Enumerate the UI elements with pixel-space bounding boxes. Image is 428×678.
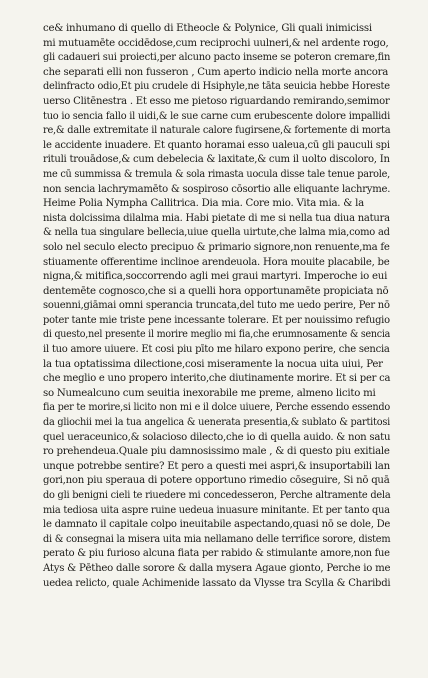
text-line: Heime Polia Nympha Callitrica. Dia mia. Core mio. Vita mia. & la [43, 198, 364, 210]
text-line: poter tante mie triste pene incessante tolerare. Et per nouissimo refugio [43, 314, 390, 326]
text-line: la tua optatissima dilectione,cosi miseramente la nocua uita uiui, Per [43, 358, 383, 370]
text-line: re,& dalle extremitate il naturale calore fugirsene,& fortemente di morta [43, 125, 391, 137]
text-line: stiuamente offerentime inclinoe arendeuola. Hora mouite placabile, be [43, 256, 390, 268]
text-line: delinfracto odio,Et piu crudele di Hsiphyle,ne tāta seuicia hebbe Horeste [43, 81, 390, 93]
text-line: gori,non piu speraua di potere opportuno rimedio cōseguire, Si nō quā [43, 475, 390, 487]
text-line: che separati elli non fusseron , Cum aperto indicio nella morte ancora [43, 66, 389, 78]
text-line: do gli benigni cieli te riuedere mi concedesseron, Perche altramente dela [43, 490, 391, 501]
text-line: ro prehendeua.Quale piu damnosissimo male , & di questo piu exitiale [43, 446, 390, 458]
text-line: solo nel seculo electo precipuo & primario signore,non renuente,ma fe [43, 241, 390, 253]
text-line: ce& inhumano di quello di Etheocle & Polynice, Gli quali inimicissi [43, 23, 372, 34]
text-line: perato & piu furioso alcuna fiata per rabido & stimulante amore,non fue [43, 548, 390, 560]
text-line: nista dolcissima dilalma mia. Habi pietate di me si nella tua diua natura [43, 212, 390, 224]
text-line: so Numealcuno cum seuitia inexorabile me preme, almeno licito mi [43, 387, 376, 399]
text-line: unque potrebbe sentire? Et pero a questi mei aspri,& insuportabili lan [43, 460, 390, 472]
text-line: rituli trouādose,& cum debelecia & laxitate,& cum il uolto discoloro, In [43, 154, 390, 166]
text-line: uerso Clitēnestra . Et esso me pietoso riguardando remirando,semimor [43, 95, 390, 107]
text-line: Atys & Pētheo dalle sorore & dalla mysera Agaue gionto, Perche io me [43, 562, 391, 574]
text-line: non sencia lachrymamēto & sospiroso cōsortio alle eliquante lachryme. [43, 183, 391, 195]
text-line: dentemēte cognosco,che si a quelli hora opportunamēte propiciata nō [43, 285, 389, 297]
text-line: mia tediosa uita aspre ruine uedeua inuasure minitante. Et per tanto qua [43, 504, 390, 516]
text-line: di questo,nel presente il morire meglio mi fia,che erumnosamente & sencia [43, 329, 391, 341]
text-line: le accidente inuadere. Et quanto horamai esso ualeua,cū gli pauculi spi [43, 139, 390, 151]
text-line: nigna,& mitifica,soccorrendo agli mei graui martyri. Imperoche io eui [43, 271, 388, 283]
text-line: di & consegnai la misera uita mia nellamano delle terrifice sorore, distem [43, 533, 391, 545]
text-line: gli cadaueri sui proiecti,per alcuno pacto inseme se poteron cremare,fin [43, 52, 391, 64]
text-line: souenni,giāmai omni sperancia truncata,del tuto me uedo perire, Per nō [43, 300, 390, 312]
text-line: & nella tua singulare bellecia,uiue quella uirtute,che lalma mia,como ad [43, 227, 390, 239]
text-block [43, 22, 390, 591]
text-line: uedea relicto, quale Achimenide lassato da Vlysse tra Scylla & Charibdi [43, 577, 391, 589]
text-line: me cū summissa & tremula & sola rimasta uocula disse tale tenue parole, [43, 168, 391, 180]
text-line: il tuo amore uiuere. Et cosi piu pīto me hilaro expono perire, che sencia [43, 344, 390, 356]
text-line: quel ueraceunico,& solacioso dilecto,che io di quella auido. & non satu [43, 431, 391, 443]
text-line: che meglio e uno propero interito,che diutinamente morire. Et si per ca [43, 373, 391, 385]
text-line: tuo io sencia fallo il uidi,& le sue carne cum erubescente dolore impallidi [43, 110, 391, 122]
text-line: da gliochii mei la tua angelica & uenerata presentia,& sublato & partitosi [43, 417, 390, 429]
text-line: mi mutuamēte occidēdose,cum reciprochi uulneri,& nel ardente rogo, [43, 37, 389, 49]
text-line: fia per te morire,si licito non mi e il dolce uiuere, Perche essendo essendo [43, 402, 390, 414]
text-line: le damnato il capitale colpo ineuitabile aspectando,quasi nō se dole, De [43, 519, 391, 531]
